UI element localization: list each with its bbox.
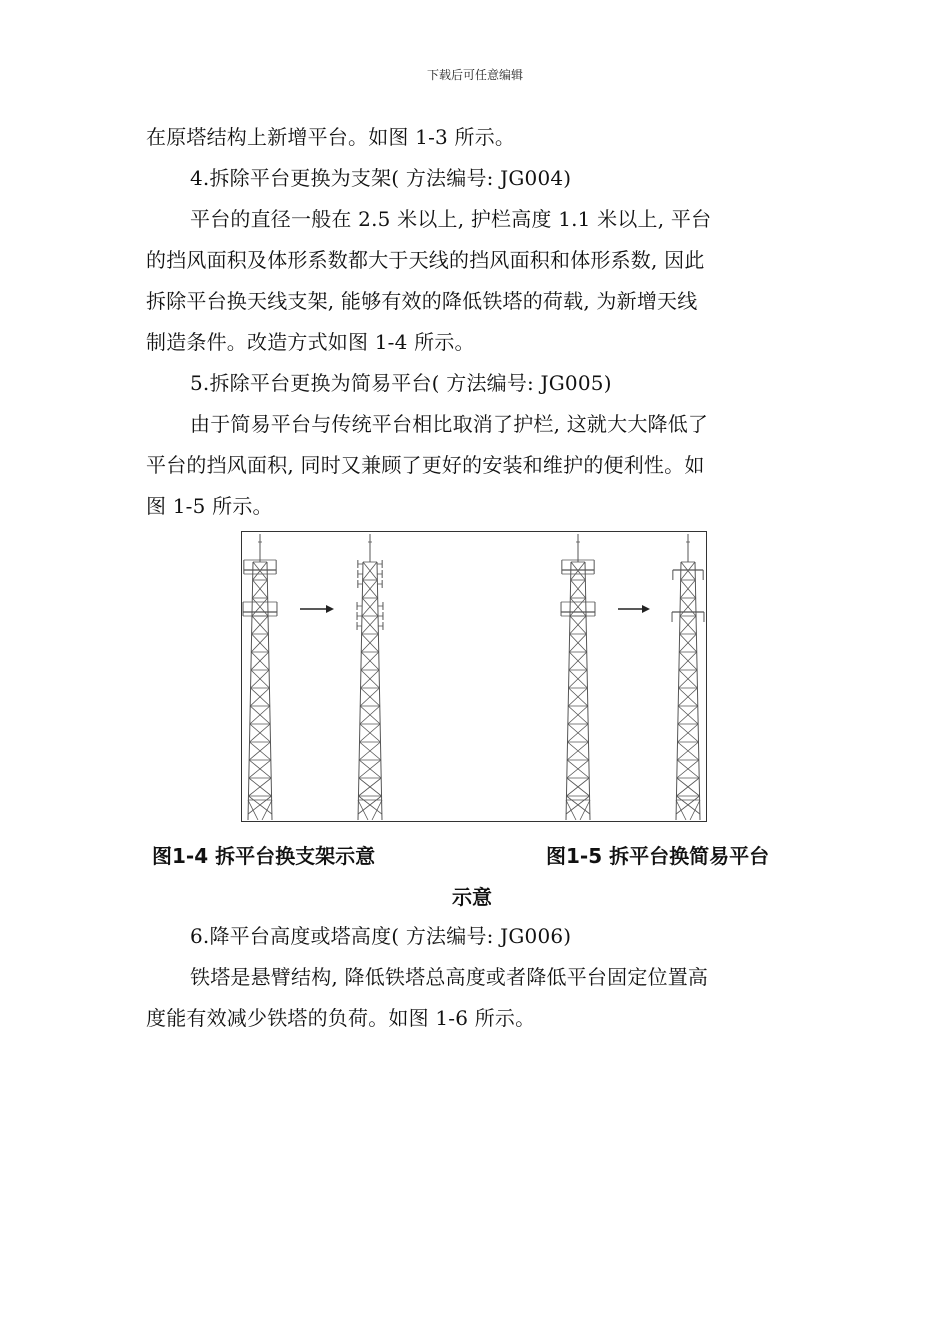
body-line-8: 由于简易平台与传统平台相比取消了护栏, 这就大大降低了 [190, 412, 709, 436]
section-heading-4: 4.拆除平台更换为支架( 方法编号: JG004) [190, 166, 572, 190]
tower-diagram [242, 532, 705, 820]
page-header-note: 下载后可任意编辑 [426, 68, 523, 82]
tower-right-modified [672, 534, 704, 820]
tower-left-modified [357, 534, 383, 820]
tower-left-original [243, 534, 277, 820]
figure-caption-1-5-cont: 示意 [452, 885, 492, 909]
body-line-4: 的挡风面积及体形系数都大于天线的挡风面积和体形系数, 因此 [146, 248, 705, 272]
section-heading-6: 6.降平台高度或塔高度( 方法编号: JG006) [190, 924, 572, 948]
body-line-13: 度能有效减少铁塔的负荷。如图 1-6 所示。 [146, 1006, 536, 1030]
body-line-12: 铁塔是悬臂结构, 降低铁塔总高度或者降低平台固定位置高 [190, 965, 709, 989]
arrow-left [300, 605, 334, 613]
section-heading-5: 5.拆除平台更换为简易平台( 方法编号: JG005) [190, 371, 612, 395]
arrow-right [618, 605, 650, 613]
body-line-9: 平台的挡风面积, 同时又兼顾了更好的安装和维护的便利性。如 [146, 453, 705, 477]
figure-caption-1-5: 图1-5 拆平台换简易平台 [546, 844, 770, 868]
body-line-5: 拆除平台换天线支架, 能够有效的降低铁塔的荷载, 为新增天线 [146, 289, 698, 313]
tower-right-original [561, 534, 595, 820]
tower-figure [241, 531, 707, 822]
body-line-6: 制造条件。改造方式如图 1-4 所示。 [146, 330, 475, 354]
figure-caption-1-4: 图1-4 拆平台换支架示意 [152, 844, 376, 868]
body-line-1: 在原塔结构上新增平台。如图 1-3 所示。 [146, 125, 516, 149]
body-line-10: 图 1-5 所示。 [146, 494, 273, 518]
body-line-3: 平台的直径一般在 2.5 米以上, 护栏高度 1.1 米以上, 平台 [190, 207, 712, 231]
